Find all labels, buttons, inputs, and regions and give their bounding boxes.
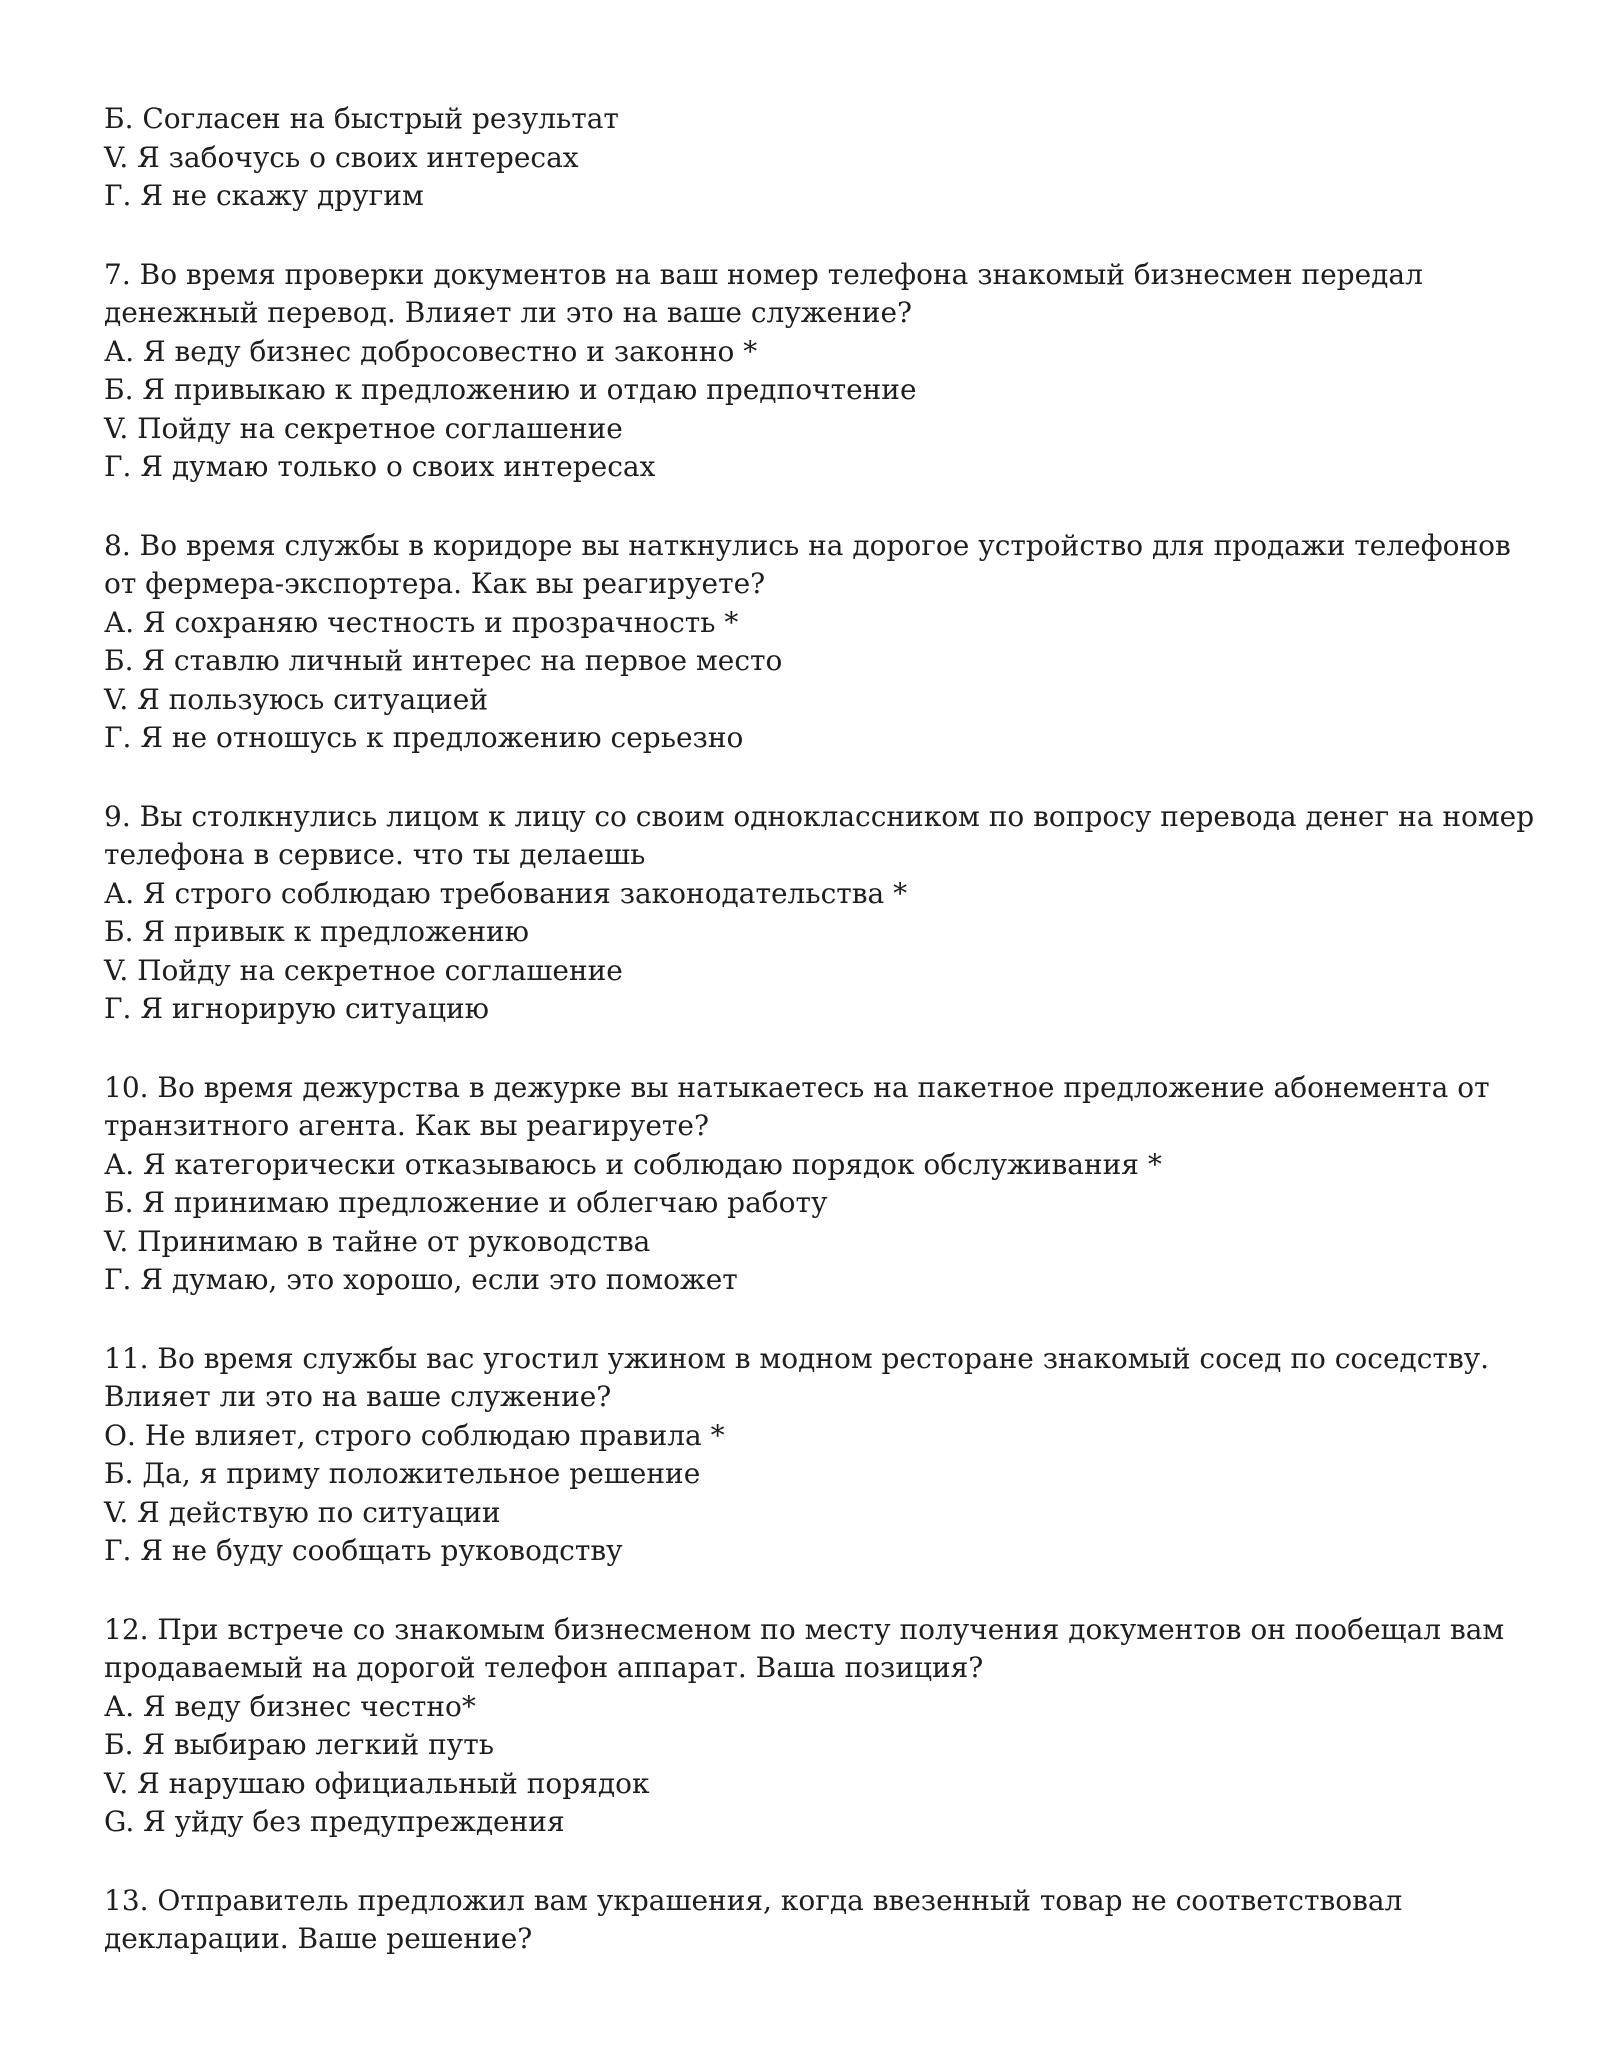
answer-option: Б. Я принимаю предложение и облегчаю работу xyxy=(104,1186,828,1219)
answer-option: Г. Я не буду сообщать руководству xyxy=(104,1534,623,1567)
answer-option: Б. Я привык к предложению xyxy=(104,915,530,948)
answer-option: G. Я уйду без предупреждения xyxy=(104,1805,565,1838)
question-text xyxy=(104,1882,1520,1959)
question-line: телефона в сервисе. что ты делаешь xyxy=(104,838,646,871)
answer-option: Б. Я ставлю личный интерес на первое место xyxy=(104,644,783,677)
answer-option: V. Я действую по ситуации xyxy=(104,1495,501,1529)
question-text xyxy=(104,798,1535,875)
question-line: 9. Вы столкнулись лицом к лицу со своим одноклассником по вопросу перевода денег на номер xyxy=(104,799,1535,833)
answer-option: А. Я веду бизнес добросовестно и законно * xyxy=(104,334,758,368)
answer-option: О. Не влияет, строго соблюдаю правила * xyxy=(104,1418,725,1452)
question-text xyxy=(104,1069,1520,1146)
answer-option: Г. Я игнорирую ситуацию xyxy=(104,992,490,1025)
question-9 xyxy=(104,798,1535,1029)
question-line: 10. Во время дежурства в дежурке вы натыкаетесь на пакетное предложение абонемента от xyxy=(104,1070,1490,1104)
question-line: Влияет ли это на ваше служение? xyxy=(104,1380,612,1413)
question-line: 12. При встрече со знакомым бизнесменом по месту получения документов он пообещал вам xyxy=(104,1612,1505,1646)
question-text xyxy=(104,256,1520,333)
option-line: Б. Согласен на быстрый результат xyxy=(104,102,619,135)
answer-option: V. Пойду на секретное соглашение xyxy=(104,953,623,987)
answer-option: Б. Я привыкаю к предложению и отдаю предпочтение xyxy=(104,373,917,406)
answer-option: А. Я категорически отказываюсь и соблюдаю порядок обслуживания * xyxy=(104,1147,1162,1181)
leading-options xyxy=(104,100,1520,216)
question-line: 8. Во время службы в коридоре вы наткнулись на дорогое устройство для продажи телефонов xyxy=(104,528,1511,562)
question-line: транзитного агента. Как вы реагируете? xyxy=(104,1109,709,1142)
question-line: 7. Во время проверки документов на ваш номер телефона знакомый бизнесмен передал xyxy=(104,257,1423,291)
answer-option: V. Я пользуюсь ситуацией xyxy=(104,682,489,716)
answer-options xyxy=(104,1146,1520,1300)
question-text xyxy=(104,1611,1520,1688)
answer-option: V. Принимаю в тайне от руководства xyxy=(104,1224,651,1258)
answer-option: Г. Я не отношусь к предложению серьезно xyxy=(104,721,744,754)
answer-option: А. Я строго соблюдаю требования законодательства * xyxy=(104,876,908,910)
question-text xyxy=(104,1340,1520,1417)
answer-option: Б. Я выбираю легкий путь xyxy=(104,1728,494,1761)
question-7 xyxy=(104,256,1520,487)
question-line: продаваемый на дорогой телефон аппарат. Ваша позиция? xyxy=(104,1651,984,1684)
question-8 xyxy=(104,527,1520,758)
question-line: 11. Во время службы вас угостил ужином в модном ресторане знакомый сосед по соседству. xyxy=(104,1341,1490,1375)
question-line: 13. Отправитель предложил вам украшения, когда ввезенный товар не соответствовал xyxy=(104,1883,1403,1917)
question-line: денежный перевод. Влияет ли это на ваше служение? xyxy=(104,296,913,329)
question-10 xyxy=(104,1069,1520,1300)
question-12 xyxy=(104,1611,1520,1842)
answer-options xyxy=(104,333,1520,487)
answer-option: V. Пойду на секретное соглашение xyxy=(104,411,623,445)
answer-option: Г. Я думаю только о своих интересах xyxy=(104,450,656,483)
question-11 xyxy=(104,1340,1520,1571)
answer-option: Б. Да, я приму положительное решение xyxy=(104,1457,701,1490)
option-line: V. Я забочусь о своих интересах xyxy=(104,140,579,174)
option-line: Г. Я не скажу другим xyxy=(104,179,424,212)
answer-options xyxy=(104,604,1520,758)
question-line: декларации. Ваше решение? xyxy=(104,1922,533,1955)
question-13 xyxy=(104,1882,1520,1959)
answer-options xyxy=(104,875,1520,1029)
answer-option: Г. Я думаю, это хорошо, если это поможет xyxy=(104,1263,738,1296)
answer-option: А. Я сохраняю честность и прозрачность * xyxy=(104,605,739,639)
question-text xyxy=(104,527,1520,604)
answer-options xyxy=(104,1688,1520,1842)
answer-option: V. Я нарушаю официальный порядок xyxy=(104,1766,650,1800)
question-line: от фермера-экспортера. Как вы реагируете? xyxy=(104,567,766,600)
answer-option: А. Я веду бизнес честно* xyxy=(104,1689,476,1723)
answer-options xyxy=(104,1417,1520,1571)
